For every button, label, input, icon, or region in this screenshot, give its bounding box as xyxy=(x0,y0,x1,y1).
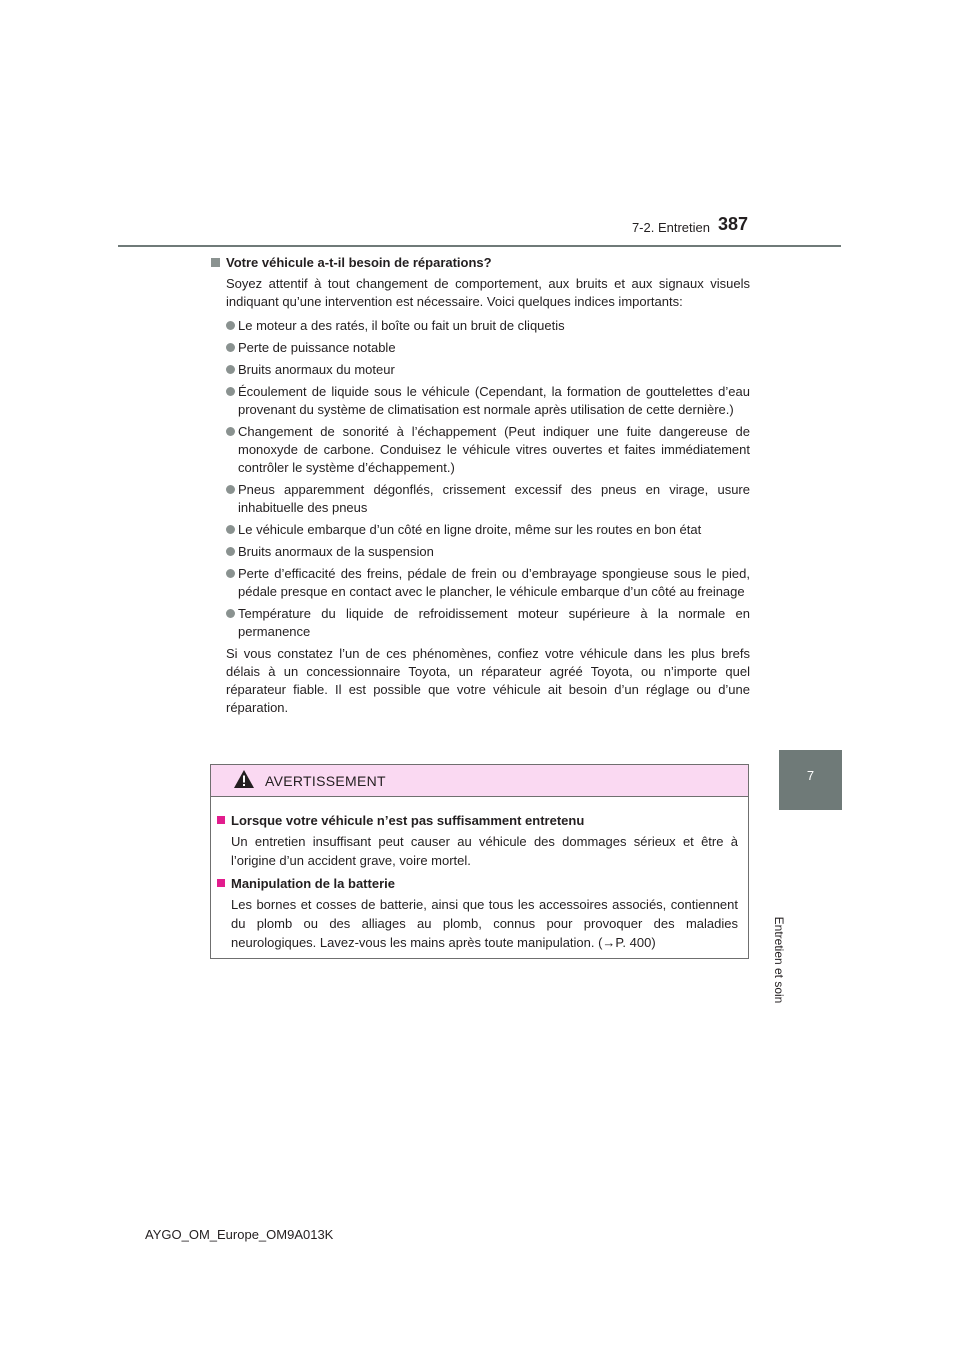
list-item-text: Écoulement de liquide sous le véhicule (Cependant, la formation de gouttelettes d’eau provenant du système de climatisation est normale après utilisation de cette dernière.) xyxy=(238,384,750,417)
circle-bullet-icon xyxy=(226,343,235,352)
circle-bullet-icon xyxy=(226,547,235,556)
list-item xyxy=(210,481,750,517)
circle-bullet-icon xyxy=(226,321,235,330)
circle-bullet-icon xyxy=(226,609,235,618)
main-content xyxy=(210,254,750,723)
warning-subheading xyxy=(215,811,738,830)
circle-bullet-icon xyxy=(226,387,235,396)
section-heading-text: Votre véhicule a-t-il besoin de réparations? xyxy=(226,255,492,270)
circle-bullet-icon xyxy=(226,485,235,494)
page-number: 387 xyxy=(718,214,749,234)
warning-paragraph: Les bornes et cosses de batterie, ainsi que tous les accessoires associés, contiennent du plomb ou des alliages au plomb, connus pour provoquer des maladies neurologiques. Lavez-vous les mains après toute manipulation. (→P. 400) xyxy=(231,897,738,950)
list-item-text: Bruits anormaux de la suspension xyxy=(238,544,434,559)
list-item-text: Le moteur a des ratés, il boîte ou fait un bruit de cliquetis xyxy=(238,318,565,333)
list-item-text: Bruits anormaux du moteur xyxy=(238,362,395,377)
list-item-text: Pneus apparemment dégonflés, crissement excessif des pneus en virage, usure inhabituelle des pneus xyxy=(238,482,750,515)
warning-triangle-icon xyxy=(233,769,255,789)
warning-body xyxy=(211,797,748,952)
list-item xyxy=(210,339,750,357)
square-bullet-icon xyxy=(217,879,225,887)
list-item-text: Le véhicule embarque d’un côté en ligne droite, même sur les routes en bon état xyxy=(238,522,702,537)
warning-paragraph: Un entretien insuffisant peut causer au véhicule des dommages sérieux et être à l’origine d’un accident grave, voire mortel. xyxy=(231,834,738,868)
warning-box xyxy=(210,764,749,959)
list-item xyxy=(210,361,750,379)
intro-paragraph: Soyez attentif à tout changement de comportement, aux bruits et aux signaux visuels indiquant qu’une intervention est nécessaire. Voici quelques indices importants: xyxy=(226,276,750,309)
list-item-text: Température du liquide de refroidissement moteur supérieure à la normale en permanence xyxy=(238,606,750,639)
list-item xyxy=(210,521,750,539)
chapter-label: Entretien et soin xyxy=(772,916,786,1004)
closing-paragraph: Si vous constatez l’un de ces phénomènes, confiez votre véhicule dans les plus brefs délais à un concessionnaire Toyota, un réparateur agréé Toyota, ou n’importe quel réparateur fiable. Il est possible que votre véhicule ait besoin d’un réglage ou d’une réparation. xyxy=(226,646,750,715)
square-bullet-icon xyxy=(211,258,220,267)
list-item-text: Perte de puissance notable xyxy=(238,340,396,355)
list-item-text: Perte d’efficacité des freins, pédale de frein ou d’embrayage spongieuse sous le pied, pédale presque en contact avec le plancher, le véhicule embarque d’un côté au freinage xyxy=(238,566,750,599)
circle-bullet-icon xyxy=(226,525,235,534)
chapter-tab xyxy=(779,750,842,810)
warning-subheading-text: Lorsque votre véhicule n’est pas suffisamment entretenu xyxy=(231,813,585,828)
list-item xyxy=(210,565,750,601)
list-item-text: Changement de sonorité à l’échappement (Peut indiquer une fuite dangereuse de monoxyde de carbone. Conduisez le véhicule vitres ouvertes et faites immédiatement contrôler le système d’échappement.) xyxy=(238,424,750,475)
document-id: AYGO_OM_Europe_OM9A013K xyxy=(145,1227,334,1242)
chapter-number: 7 xyxy=(806,768,815,783)
list-item xyxy=(210,543,750,561)
header-divider xyxy=(118,245,841,247)
list-item xyxy=(210,423,750,477)
circle-bullet-icon xyxy=(226,365,235,374)
list-item xyxy=(210,383,750,419)
list-item xyxy=(210,317,750,335)
warning-title: AVERTISSEMENT xyxy=(265,773,386,789)
list-item xyxy=(210,605,750,641)
warning-header xyxy=(211,765,748,797)
warning-subheading xyxy=(215,874,738,893)
section-heading xyxy=(210,254,750,272)
warning-subheading-text: Manipulation de la batterie xyxy=(231,876,395,891)
square-bullet-icon xyxy=(217,816,225,824)
circle-bullet-icon xyxy=(226,569,235,578)
circle-bullet-icon xyxy=(226,427,235,436)
section-title: 7-2. Entretien xyxy=(631,220,710,235)
